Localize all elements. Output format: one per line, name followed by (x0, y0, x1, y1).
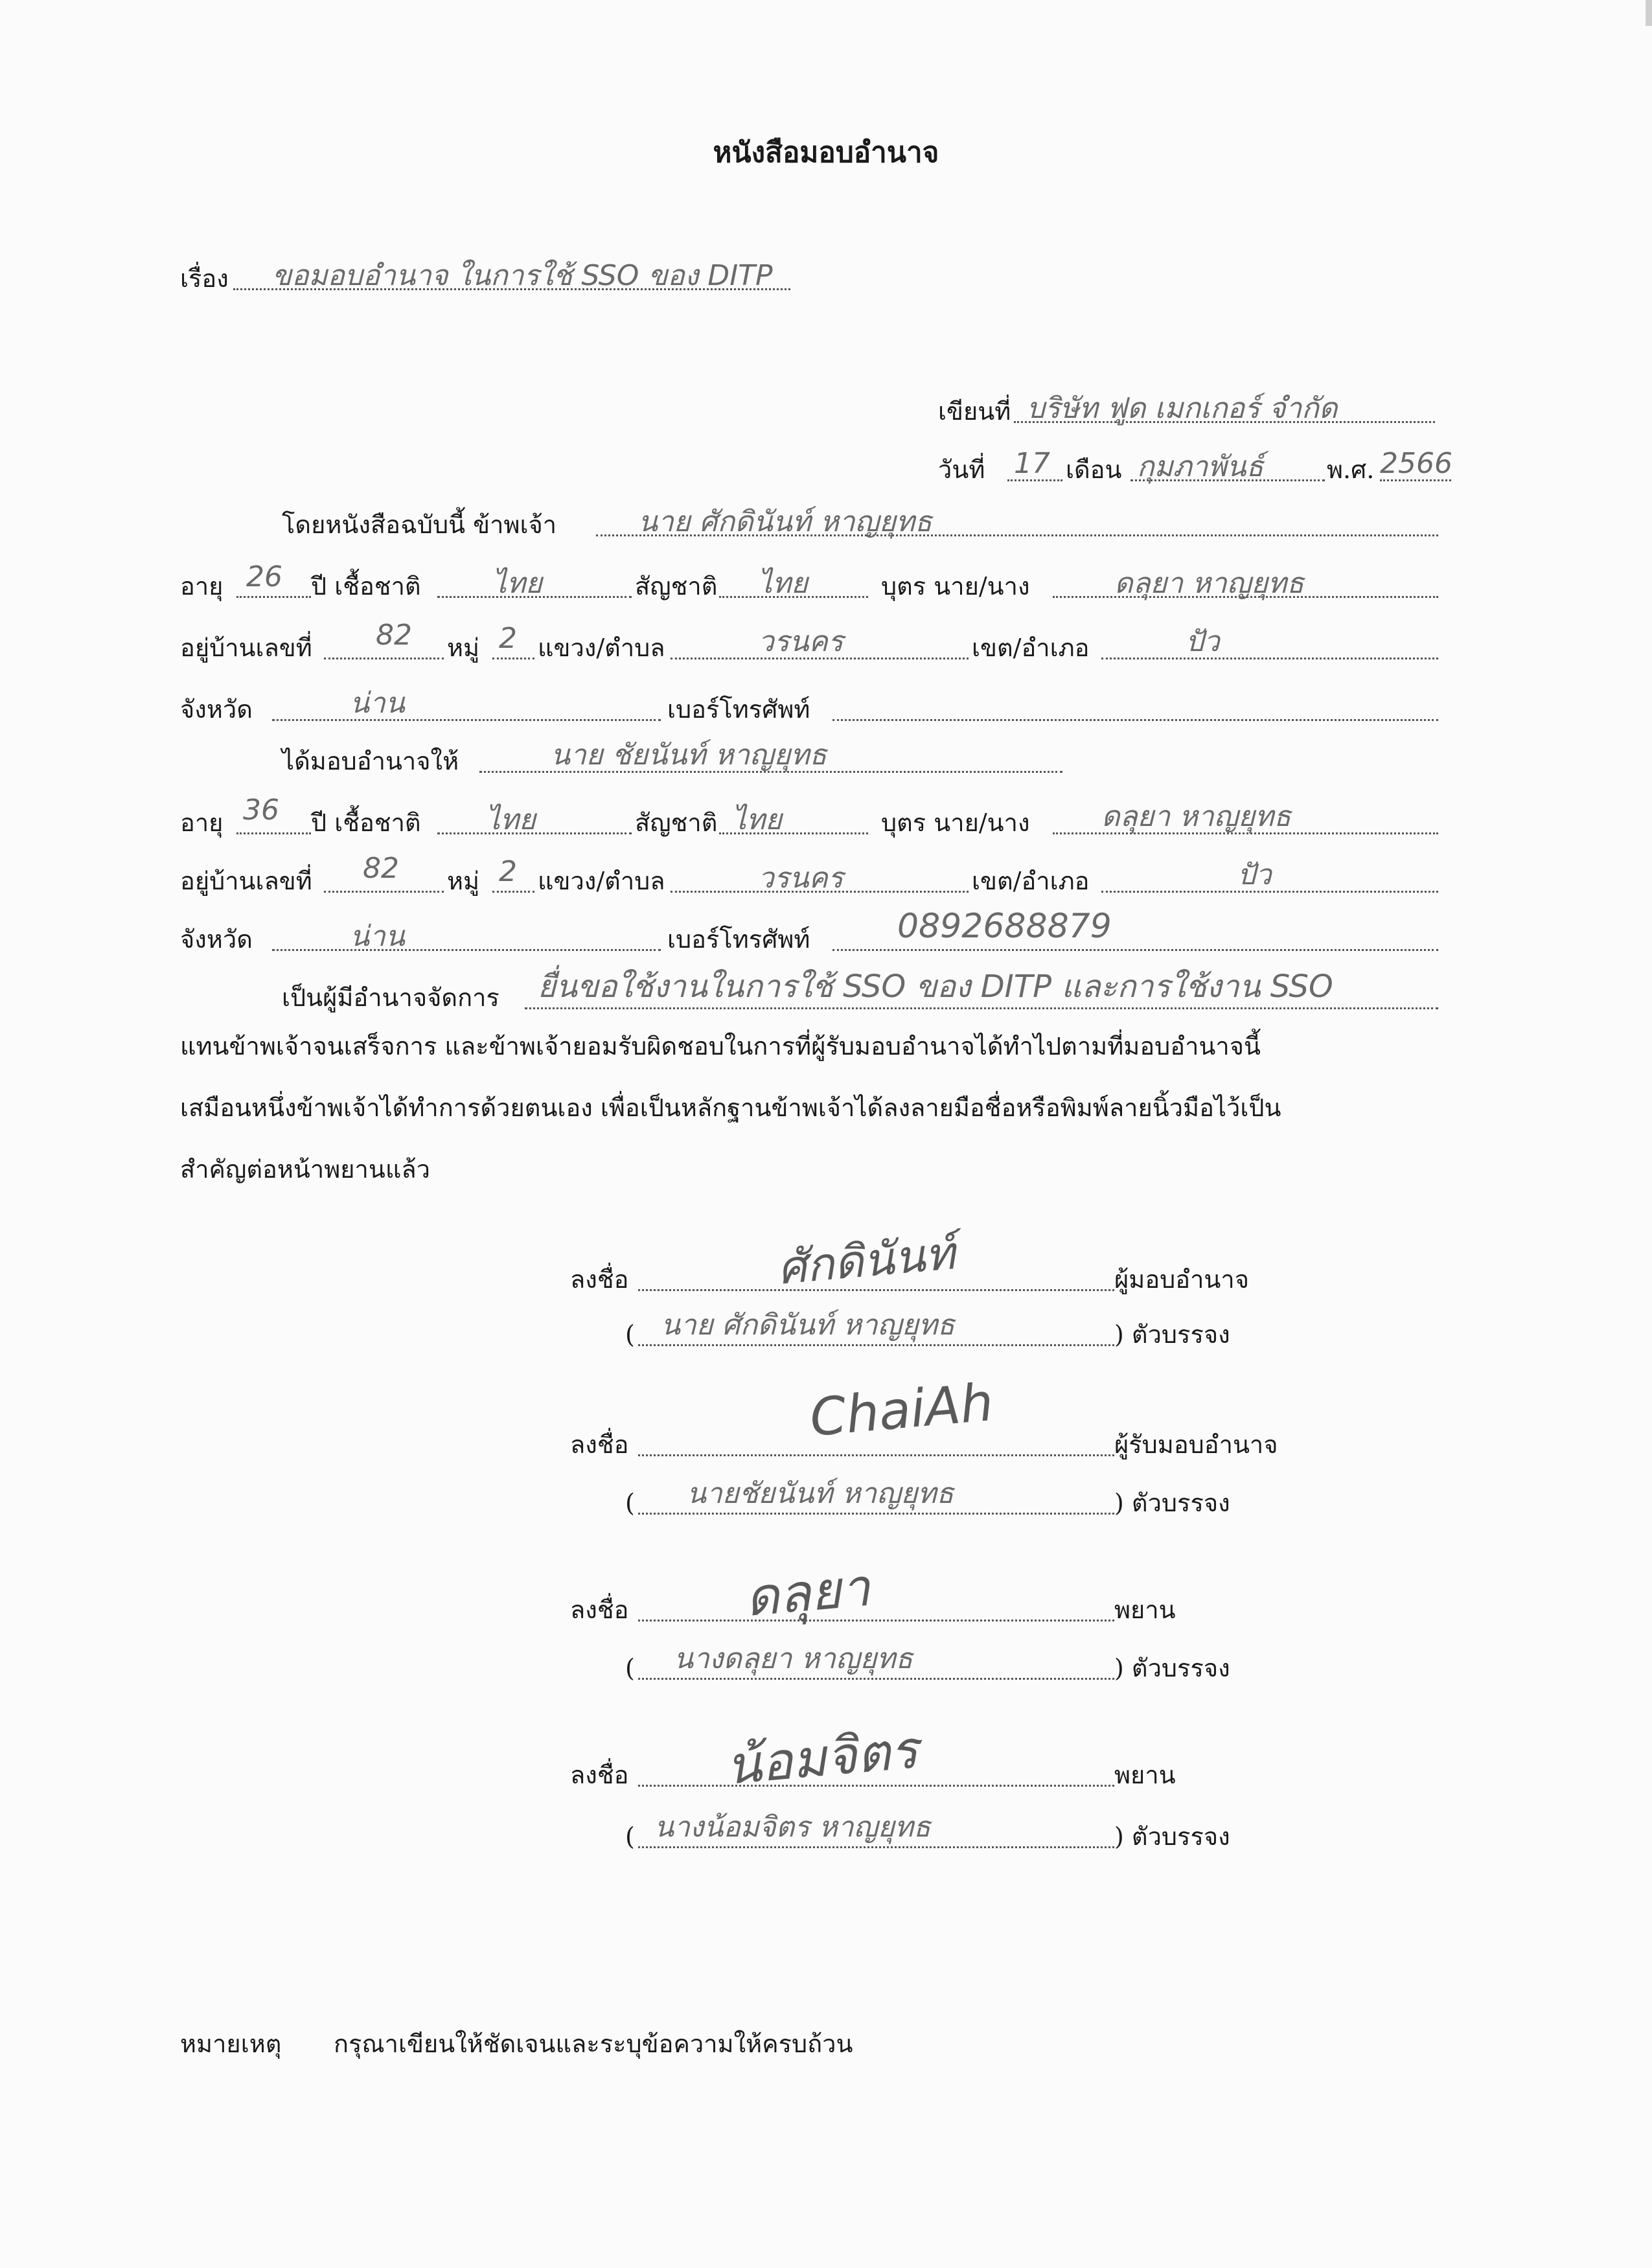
grantee-age: 36 (243, 794, 279, 827)
print-name-3: นางดลุยา หาญยุทธ (674, 1642, 913, 1675)
grantor-name: นาย ศักดินันท์ หาญยุทธ (638, 505, 932, 538)
grantee-province-line (272, 949, 661, 951)
grantor-age-line (236, 596, 311, 598)
written-at-value: บริษัท ฟูด เมกเกอร์ จำกัด (1027, 392, 1338, 425)
grantor-phone-label: เบอร์โทรศัพท์ (667, 695, 810, 724)
grantee-nationality: ไทย (486, 803, 536, 836)
grantor-parent: ดลุยา หาญยุทธ (1114, 567, 1304, 600)
sign-suffix-3: ) ตัวบรรจง (1114, 1654, 1230, 1682)
grantor-citizenship: ไทย (758, 567, 808, 600)
grantor-age: 26 (246, 560, 282, 593)
grantee-subdistrict-label: แขวง/ตำบล (538, 867, 665, 895)
sign-prefix-1: ( (625, 1320, 635, 1349)
grantor-district-line (1101, 658, 1438, 659)
grantee-subdistrict: วรนคร (758, 862, 843, 895)
grantor-phone-line (832, 719, 1438, 721)
grantor-citizenship-label: สัญชาติ (635, 572, 718, 601)
grantor-nationality-label: ปี เชื้อชาติ (311, 572, 421, 601)
grantor-subdistrict: วรนคร (758, 625, 843, 658)
body-text-line-3: สำคัญต่อหน้าพยานแล้ว (180, 1155, 430, 1184)
grantor-parent-label: บุตร นาย/นาง (881, 572, 1030, 601)
sign-label-2: ลงชื่อ (570, 1430, 629, 1459)
signature-2: ChaiAh (807, 1371, 996, 1449)
grantee-moo-label: หมู่ (447, 867, 480, 895)
grantor-province-label: จังหวัด (180, 695, 253, 724)
date-day-label: วันที่ (938, 455, 985, 484)
print-name-4: นางน้อมจิตร หาญยุทธ (654, 1811, 931, 1844)
grantor-district: ปัว (1186, 625, 1220, 658)
grantee-age-label: อายุ (180, 808, 224, 837)
sign-line-3 (638, 1620, 1114, 1621)
sign-line-2 (638, 1454, 1114, 1456)
grantor-moo-line (492, 658, 534, 659)
grantor-house-no: 82 (376, 619, 412, 652)
document-title: หนังสือมอบอำนาจ (713, 136, 939, 169)
sign-label-4: ลงชื่อ (570, 1761, 629, 1789)
grantor-moo-label: หมู่ (447, 634, 480, 662)
grantee-phone-line (832, 949, 1438, 951)
grantor-house-label: อยู่บ้านเลขที่ (180, 634, 312, 662)
grantee-moo-line (492, 891, 534, 893)
sign-suffix-1: ) ตัวบรรจง (1114, 1320, 1230, 1349)
grantee-citizenship-label: สัญชาติ (635, 808, 718, 837)
print-name-1: นาย ศักดินันท์ หาญยุทธ (661, 1309, 955, 1342)
authority-label: เป็นผู้มีอำนาจจัดการ (282, 983, 499, 1012)
sign-prefix-2: ( (625, 1489, 635, 1517)
sign-role-4: พยาน (1114, 1761, 1176, 1789)
grantee-intro: ได้มอบอำนาจให้ (282, 747, 459, 775)
body-text-line-1: แทนข้าพเจ้าจนเสร็จการ และข้าพเจ้ายอมรับผิดชอบในการที่ผู้รับมอบอำนาจได้ทำไปตามที่มอบอำนาจนี้ (180, 1032, 1261, 1060)
signature-1: ศักดินันท์ (775, 1226, 958, 1295)
sign-prefix-4: ( (625, 1822, 635, 1851)
date-month: กุมภาพันธ์ (1137, 450, 1264, 483)
page-edge-mark (1646, 0, 1652, 26)
grantee-age-line (236, 832, 311, 834)
grantee-phone: 0892688879 (897, 907, 1112, 946)
grantor-age-label: อายุ (180, 572, 224, 601)
date-day: 17 (1014, 447, 1050, 480)
grantee-house-label: อยู่บ้านเลขที่ (180, 867, 312, 895)
grantee-moo: 2 (499, 855, 517, 888)
grantor-nationality: ไทย (492, 567, 542, 600)
date-year: 2566 (1380, 447, 1452, 480)
grantee-parent: ดลุยา หาญยุทธ (1101, 800, 1291, 833)
grantor-moo: 2 (499, 622, 517, 655)
grantee-phone-label: เบอร์โทรศัพท์ (667, 925, 810, 954)
sign-role-2: ผู้รับมอบอำนาจ (1114, 1430, 1278, 1459)
written-at-label: เขียนที่ (938, 397, 1011, 426)
sign-role-1: ผู้มอบอำนาจ (1114, 1265, 1249, 1294)
grantor-subdistrict-label: แขวง/ตำบล (538, 634, 665, 662)
subject-label: เรื่อง (180, 264, 229, 293)
sign-role-3: พยาน (1114, 1596, 1176, 1624)
grantee-province: น่าน (350, 920, 405, 953)
note-text: กรุณาเขียนให้ชัดเจนและระบุข้อความให้ครบถ้วน (334, 2030, 853, 2058)
grantee-name: นาย ชัยนันท์ หาญยุทธ (551, 739, 827, 772)
grantee-house-no: 82 (363, 852, 399, 885)
signature-3: ดลุยา (742, 1557, 873, 1629)
print-name-2: นายชัยนันท์ หาญยุทธ (687, 1477, 954, 1510)
sign-suffix-4: ) ตัวบรรจง (1114, 1822, 1230, 1851)
note-label: หมายเหตุ (180, 2030, 282, 2058)
grantor-intro: โดยหนังสือฉบับนี้ ข้าพเจ้า (282, 510, 557, 539)
grantee-nationality-label: ปี เชื้อชาติ (311, 808, 421, 837)
grantee-district: ปัว (1237, 858, 1272, 891)
grantee-district-label: เขต/อำเภอ (972, 867, 1090, 895)
sign-label-1: ลงชื่อ (570, 1265, 629, 1294)
grantor-district-label: เขต/อำเภอ (972, 634, 1090, 662)
grantee-house-line (324, 891, 444, 893)
grantee-citizenship: ไทย (732, 803, 782, 836)
sign-prefix-3: ( (625, 1654, 635, 1682)
date-month-label: เดือน (1066, 455, 1122, 484)
authority-value: ยื่นขอใช้งานในการใช้ SSO ของ DITP และการใช้งาน SSO (538, 968, 1333, 1005)
grantee-parent-label: บุตร นาย/นาง (881, 808, 1030, 837)
grantee-province-label: จังหวัด (180, 925, 253, 954)
grantor-province-line (272, 719, 661, 721)
signature-4: น้อมจิตร (723, 1719, 921, 1796)
body-text-line-2: เสมือนหนึ่งข้าพเจ้าได้ทำการด้วยตนเอง เพื่อเป็นหลักฐานข้าพเจ้าได้ลงลายมือชื่อหรือพิมพ์ลายนิ้วมือไว้เป็น (180, 1094, 1281, 1122)
date-year-label: พ.ศ. (1327, 455, 1375, 484)
subject-value: ขอมอบอำนาจ ในการใช้ SSO ของ DITP (272, 259, 773, 292)
sign-suffix-2: ) ตัวบรรจง (1114, 1489, 1230, 1517)
sign-label-3: ลงชื่อ (570, 1596, 629, 1624)
grantor-province: น่าน (350, 687, 405, 720)
grantor-house-line (324, 658, 444, 659)
